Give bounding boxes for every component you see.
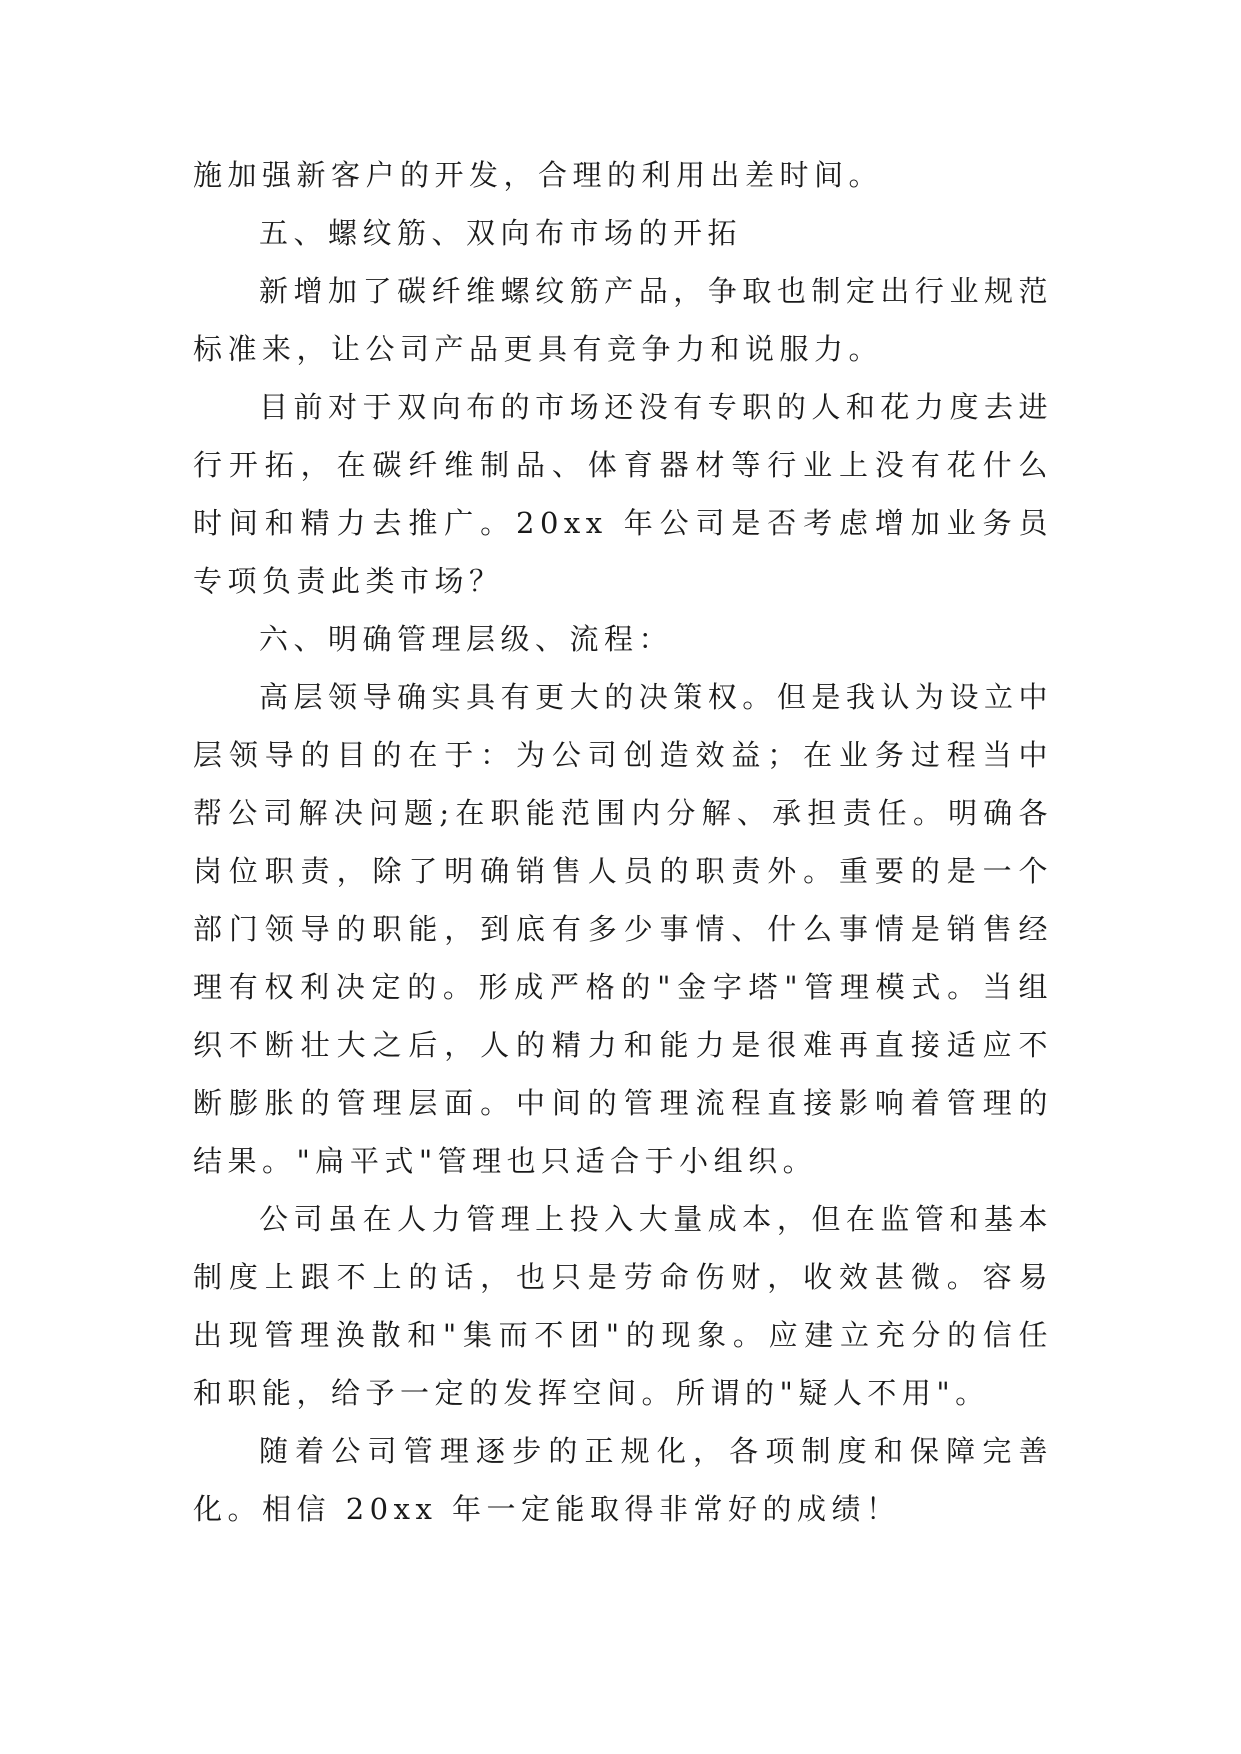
section-heading-5: 五、螺纹筋、双向布市场的开拓 [259,216,743,250]
section-heading-6: 六、明确管理层级、流程： [259,622,674,656]
paragraph: 新增加了碳纤维螺纹筋产品，争取也制定出行业规范标准来，让公司产品更具有竞争力和说服力。 [193,274,1053,366]
paragraph-continued: 施加强新客户的开发，合理的利用出差时间。 [193,158,884,192]
paragraph: 随着公司管理逐步的正规化，各项制度和保障完善化。相信 20xx 年一定能取得非常好的成绩！ [193,1434,1053,1526]
paragraph: 目前对于双向布的市场还没有专职的人和花力度去进行开拓，在碳纤维制品、体育器材等行业上没有花什么时间和精力去推广。20xx 年公司是否考虑增加业务员专项负责此类市场？ [193,390,1053,598]
document-page [193,146,1053,1538]
paragraph: 公司虽在人力管理上投入大量成本，但在监管和基本制度上跟不上的话，也只是劳命伤财，收效甚微。容易出现管理涣散和"集而不团"的现象。应建立充分的信任和职能，给予一定的发挥空间。所谓的"疑人不用"。 [193,1202,1053,1410]
paragraph: 高层领导确实具有更大的决策权。但是我认为设立中层领导的目的在于：为公司创造效益；在业务过程当中帮公司解决问题;在职能范围内分解、承担责任。明确各岗位职责，除了明确销售人员的职责外。重要的是一个部门领导的职能，到底有多少事情、什么事情是销售经理有权利决定的。形成严格的"金字塔"管理模式。当组织不断壮大之后，人的精力和能力是很难再直接适应不断膨胀的管理层面。中间的管理流程直接影响着管理的结果。"扁平式"管理也只适合于小组织。 [193,680,1053,1178]
